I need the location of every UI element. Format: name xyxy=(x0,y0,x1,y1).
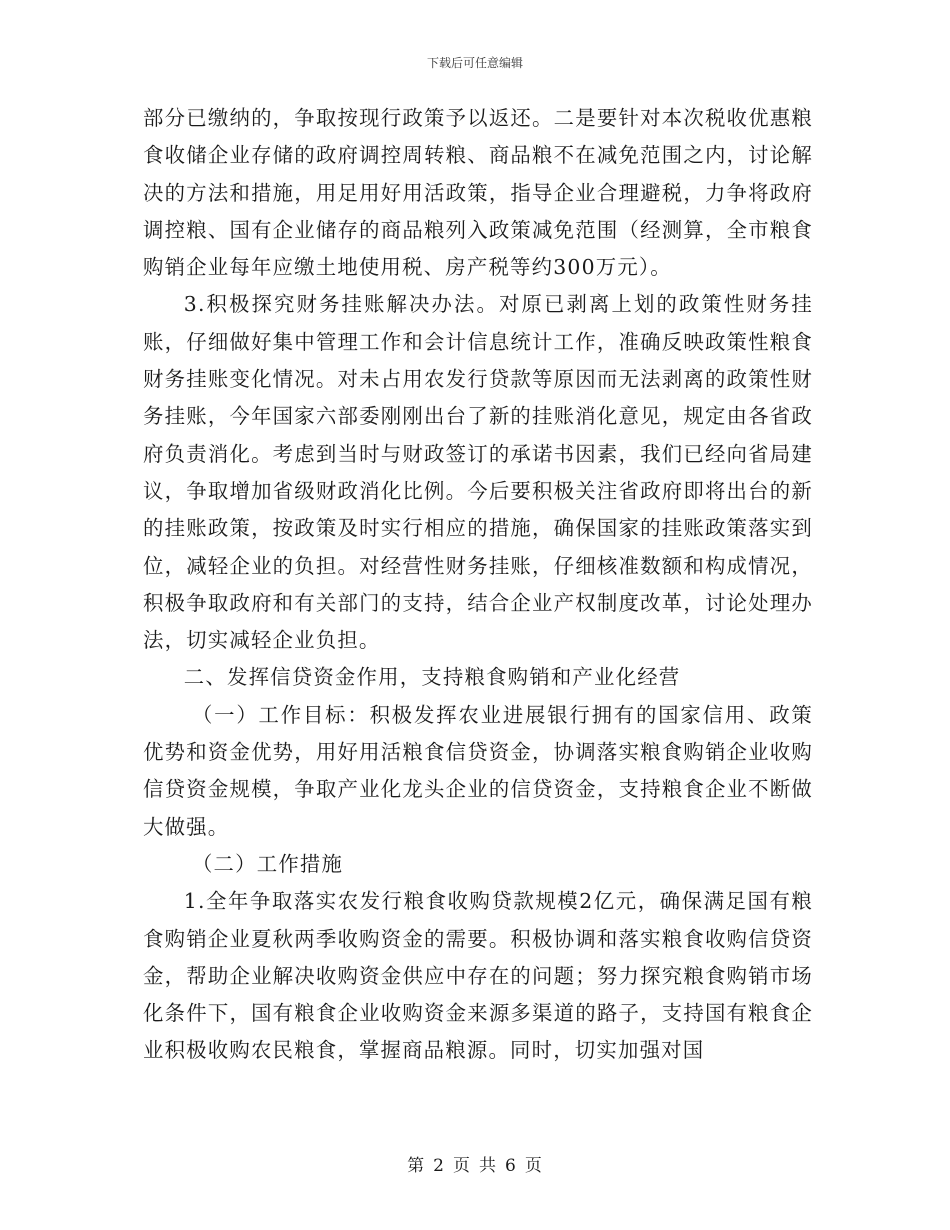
section-heading: 二、发挥信贷资金作用，支持粮食购销和产业化经营 xyxy=(183,665,681,690)
paragraph: 部分已缴纳的，争取按现行政策予以返还。二是要针对本次税收优惠粮食收储企业存储的政府调控周转粮、商品粮不在减免范围之内，讨论解决的方法和措施，用足用好用活政策，指导企业合理避税，力争将政府调控粮、国有企业储存的商品粮列入政策减免范围（经测算，全市粮食购销企业每年应缴土地使用税、房产税等约300万元）。 xyxy=(143,106,813,280)
footer-label-unit2: 页 xyxy=(524,1156,543,1176)
current-page-number: 2 xyxy=(433,1156,445,1176)
footer-label-total: 共 xyxy=(479,1156,497,1176)
footer-label-page: 第 xyxy=(407,1156,426,1176)
document-body xyxy=(143,100,813,1070)
page-footer xyxy=(0,1156,950,1176)
paragraph: （一）工作目标：积极发挥农业进展银行拥有的国家信用、政策优势和资金优势，用好用活粮食信贷资金，协调落实粮食购销企业收购信贷资金规模，争取产业化龙头企业的信贷资金，支持粮食企业不断做大做强。 xyxy=(143,702,813,839)
paragraph: 3.积极探究财务挂账解决办法。对原已剥离上划的政策性财务挂账，仔细做好集中管理工作和会计信息统计工作，准确反映政策性粮食财务挂账变化情况。对未占用农发行贷款等原因而无法剥离的政策性财务挂账，今年国家六部委刚刚出台了新的挂账消化意见，规定由各省政府负责消化。考虑到当时与财政签订的承诺书因素，我们已经向省局建议，争取增加省级财政消化比例。今后要积极关注省政府即将出台的新的挂账政策，按政策及时实行相应的措施，确保国家的挂账政策落实到位，减轻企业的负担。对经营性财务挂账，仔细核准数额和构成情况，积极争取政府和有关部门的支持，结合企业产权制度改革，讨论处理办法，切实减轻企业负担。 xyxy=(143,292,813,653)
page-header: 下载后可任意编辑 xyxy=(426,56,523,70)
subsection-heading: （二）工作措施 xyxy=(191,851,344,876)
footer-label-unit: 页 xyxy=(453,1156,471,1176)
total-pages-number: 6 xyxy=(505,1156,517,1176)
paragraph: 1.全年争取落实农发行粮食收购贷款规模2亿元，确保满足国有粮食购销企业夏秋两季收购资金的需要。积极协调和落实粮食收购信贷资金，帮助企业解决收购资金供应中存在的问题；努力探究粮食购销市场化条件下，国有粮食企业收购资金来源多渠道的路子，支持国有粮食企业积极收购农民粮食，掌握商品粮源。同时，切实加强对国 xyxy=(143,889,813,1063)
